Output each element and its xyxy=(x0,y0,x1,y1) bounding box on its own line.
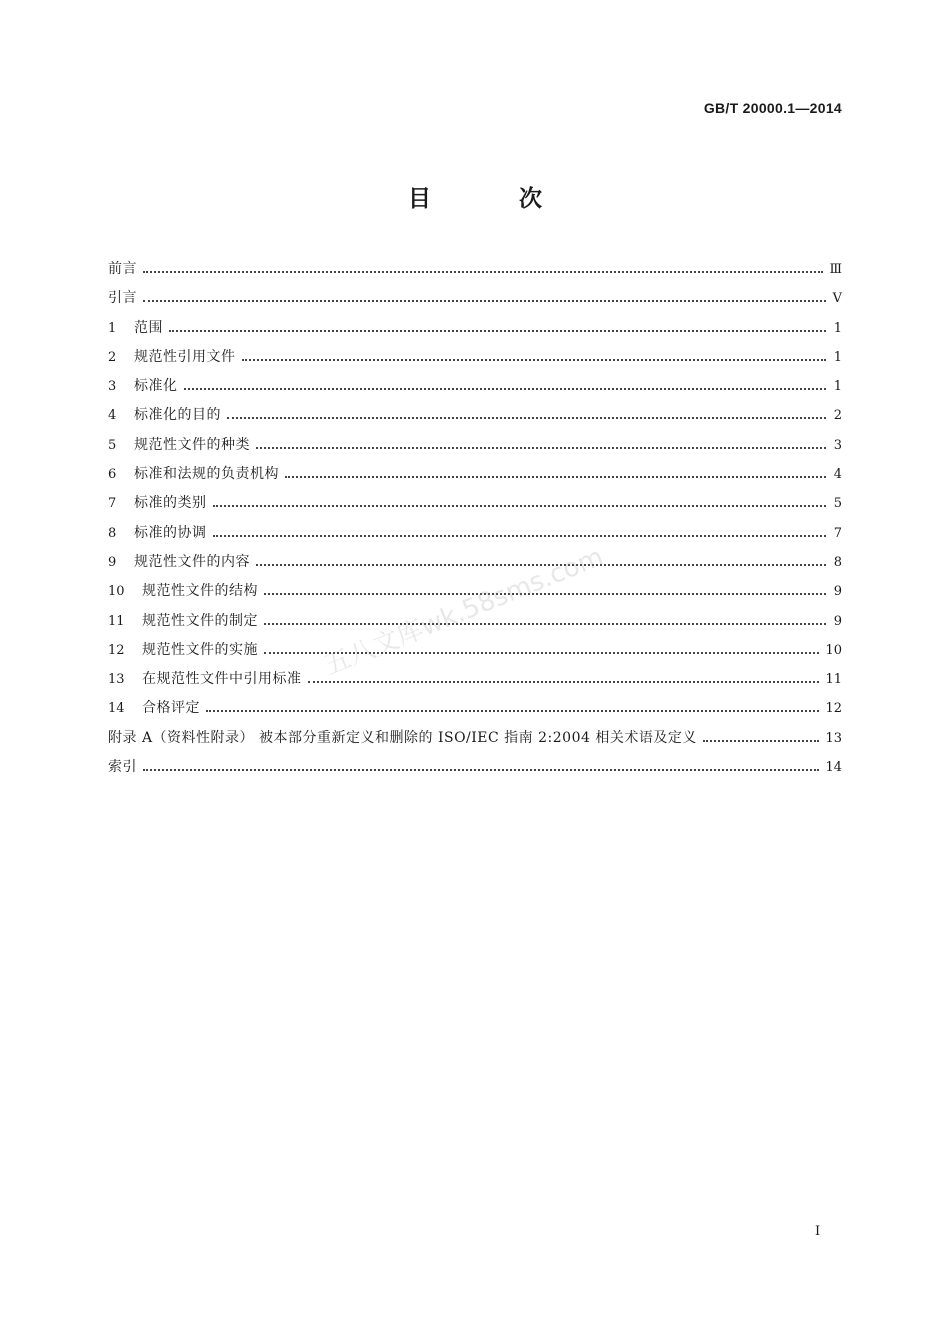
dot-leader xyxy=(143,257,823,273)
dot-leader xyxy=(143,286,826,302)
dot-leader xyxy=(206,696,819,712)
toc-entry[interactable] xyxy=(108,521,842,550)
toc-entry-number: 1 xyxy=(108,320,117,336)
toc-entry-page: Ⅲ xyxy=(829,262,842,277)
toc-entry-label: 标准和法规的负责机构 xyxy=(134,466,279,483)
toc-entry-label: 引言 xyxy=(108,290,137,307)
dot-leader xyxy=(264,638,819,654)
toc-entry-page: 2 xyxy=(833,408,842,424)
dot-leader xyxy=(264,609,826,625)
toc-entry[interactable] xyxy=(108,696,842,725)
dot-leader xyxy=(256,550,826,566)
toc-entry-label: 范围 xyxy=(134,319,163,336)
toc-entry-label: 规范性文件的实施 xyxy=(142,641,258,658)
toc-entry-label: 规范性引用文件 xyxy=(134,348,236,365)
dot-leader xyxy=(143,755,819,771)
toc-entry[interactable] xyxy=(108,257,842,286)
toc-entry-number: 6 xyxy=(108,467,117,483)
dot-leader xyxy=(242,345,827,361)
dot-leader xyxy=(213,491,827,507)
toc-entry[interactable] xyxy=(108,433,842,462)
toc-entry-page: 3 xyxy=(833,437,842,453)
toc-entry-page: 12 xyxy=(825,701,842,717)
dot-leader xyxy=(285,462,826,478)
toc-entry-page: 14 xyxy=(825,760,842,776)
toc-entry-page: 1 xyxy=(833,379,842,395)
toc-entry-page: 9 xyxy=(833,584,842,600)
toc-entry[interactable] xyxy=(108,667,842,696)
toc-entry-label: 标准化 xyxy=(134,378,178,395)
dot-leader xyxy=(169,316,826,332)
toc-entry[interactable] xyxy=(108,638,842,667)
toc-entry-number: 4 xyxy=(108,408,117,424)
dot-leader xyxy=(256,433,826,449)
dot-leader xyxy=(227,403,826,419)
toc-entry-page: 7 xyxy=(833,525,842,541)
toc-entry-number: 7 xyxy=(108,496,117,512)
page-folio: Ⅰ xyxy=(815,1224,821,1239)
toc-entry-number: 2 xyxy=(108,349,117,365)
toc-entry-label: 索引 xyxy=(108,759,137,776)
toc-entry-number: 10 xyxy=(108,584,125,600)
dot-leader xyxy=(184,374,827,390)
toc-entry-label: 附录 A（资料性附录） 被本部分重新定义和删除的 ISO/IEC 指南 2:2004 相关术语及定义 xyxy=(108,729,697,746)
toc-entry-label: 规范性文件的制定 xyxy=(142,612,258,629)
toc-entry[interactable] xyxy=(108,550,842,579)
toc-title: 目 次 xyxy=(407,185,582,212)
toc-entry[interactable] xyxy=(108,403,842,432)
toc-entry-page: Ⅴ xyxy=(832,291,842,307)
toc-entry-number: 3 xyxy=(108,379,117,395)
toc-entry[interactable] xyxy=(108,609,842,638)
toc-entry-number: 11 xyxy=(108,613,125,629)
toc-entry-label: 在规范性文件中引用标准 xyxy=(142,671,302,688)
toc-entry-page: 10 xyxy=(825,642,842,658)
toc-entry-number: 5 xyxy=(108,437,117,453)
toc-entry-label: 标准的类别 xyxy=(134,495,207,512)
toc-entry-number: 8 xyxy=(108,525,117,541)
toc-entry-page: 11 xyxy=(825,672,842,688)
toc-entry-page: 8 xyxy=(833,554,842,570)
toc-entry-number: 12 xyxy=(108,642,125,658)
toc-entry-page: 1 xyxy=(833,349,842,365)
dot-leader xyxy=(264,579,826,595)
toc-entry-page: 1 xyxy=(833,320,842,336)
toc-entry[interactable] xyxy=(108,286,842,315)
toc-entry[interactable] xyxy=(108,316,842,345)
toc-entry-page: 4 xyxy=(833,467,842,483)
dot-leader xyxy=(308,667,820,683)
toc-entry[interactable] xyxy=(108,726,842,755)
toc-entry-page: 13 xyxy=(825,730,842,746)
dot-leader xyxy=(213,521,827,537)
toc-entry[interactable] xyxy=(108,491,842,520)
toc-entry-page: 5 xyxy=(833,496,842,512)
toc-entry-label: 规范性文件的种类 xyxy=(134,436,250,453)
toc-entry-label: 标准的协调 xyxy=(134,524,207,541)
toc-entry-page: 9 xyxy=(833,613,842,629)
watermark: 五八文库wk.58sms.com xyxy=(320,541,608,682)
toc-entry-label: 规范性文件的内容 xyxy=(134,553,250,570)
standard-code: GB/T 20000.1—2014 xyxy=(703,100,842,116)
toc-entry[interactable] xyxy=(108,345,842,374)
toc-entry[interactable] xyxy=(108,462,842,491)
toc-entry[interactable] xyxy=(108,755,842,784)
toc-entry-number: 14 xyxy=(108,701,125,717)
toc-entry-label: 规范性文件的结构 xyxy=(142,583,258,600)
dot-leader xyxy=(703,726,820,742)
table-of-contents xyxy=(108,257,842,784)
toc-entry-label: 前言 xyxy=(108,261,137,277)
toc-entry-label: 合格评定 xyxy=(142,700,200,717)
toc-entry-number: 9 xyxy=(108,554,117,570)
toc-entry-number: 13 xyxy=(108,672,125,688)
toc-entry-label: 标准化的目的 xyxy=(134,407,221,424)
toc-entry[interactable] xyxy=(108,374,842,403)
toc-entry[interactable] xyxy=(108,579,842,608)
